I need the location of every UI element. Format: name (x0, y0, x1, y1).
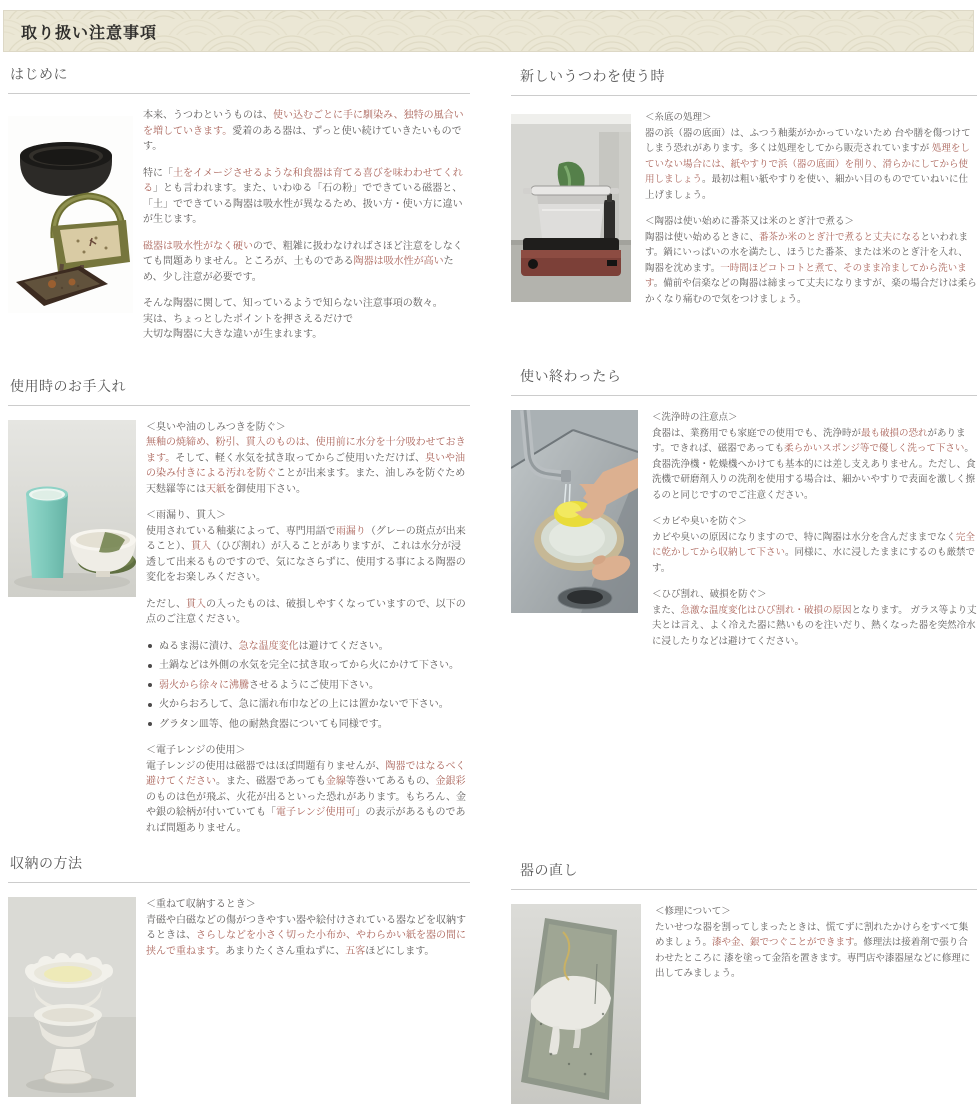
highlighted-text: 金銀彩 (435, 776, 466, 787)
subsection-heading: ＜修理について＞ (655, 906, 731, 917)
page-title: 取り扱い注意事項 (21, 24, 158, 42)
subsection-heading: ＜糸底の処理＞ (645, 112, 712, 123)
text-run: 。修理法は接着剤で張り合わせたところに 漆を塗って金箔を置きます。専門店や漆器屋などに修理に出してみましょう。 (655, 937, 971, 979)
text-run: 電子レンジの使用は磁器ではほぼ問題有りませんが、 (146, 760, 386, 772)
text-run: 実は、ちょっとしたポイントを押さえるだけで (143, 313, 353, 325)
text-run: ぬるま湯に漬け、 (159, 640, 239, 652)
highlighted-text: 陶器ではなるべく避けてください (146, 760, 466, 787)
subsection-heading: ＜臭いや油のしみつきを防ぐ＞ (146, 421, 286, 433)
list-item (146, 639, 470, 655)
text-run: ので、粗雑に扱わなければさほど注意をしなくても問題ありません。ところが、土ものである (143, 240, 463, 267)
paragraph (146, 759, 470, 837)
section-text (652, 410, 977, 660)
section-content (8, 897, 470, 1097)
text-run: のものは色が飛ぶ、火花が出るといった恐れがあります。もちろん、金や銀の絵柄が付いていても「 (146, 791, 466, 818)
section-text (146, 420, 470, 848)
section-text (143, 108, 470, 354)
subsection-heading: ＜カビや臭いを防ぐ＞ (652, 516, 748, 527)
section-content (511, 410, 977, 660)
highlighted-text: 陶器は吸水性が高い (353, 256, 444, 267)
content-columns (0, 52, 977, 1104)
section-new-vessels (511, 66, 977, 318)
subsection-heading: ＜重ねて収納するとき＞ (146, 899, 256, 910)
highlighted-text: 急な温度変化 (238, 640, 299, 652)
text-run: 大切な陶器に大きな違いが生まれます。 (143, 329, 323, 340)
text-run: させるようにご使用下さい。 (249, 679, 379, 691)
highlighted-text: 磁器は吸水性がなく硬い (143, 240, 253, 252)
section-care-during-use (8, 376, 470, 848)
highlighted-text: 一時間ほどコトコトと煮て、そのまま冷ましてから洗います (645, 262, 967, 289)
section-heading: 新しいうつわを使う時 (511, 66, 977, 96)
text-run: カビや臭いの原因になりますので、特に陶器は水分を含んだままでなく (652, 531, 956, 543)
text-run: 」の表示があるものであれば問題ありません。 (146, 807, 466, 834)
highlighted-text: 最も破損の恐れ (861, 427, 928, 439)
pot-stove-photo (511, 114, 631, 302)
column-left (8, 52, 470, 1097)
section-text (655, 904, 977, 1104)
subsection-heading: ＜雨漏り、貫入＞ (146, 510, 226, 521)
text-run: （グレーの斑点が出来ること）、 (146, 525, 466, 552)
column-right (511, 52, 977, 1104)
section-content (511, 110, 977, 318)
text-run: 。備前や信楽などの陶器は締まって丈夫になりますが、楽の場合だけは柔らかくなり痛むので気をつけましょう。 (645, 278, 977, 305)
bullet-list (146, 639, 470, 733)
highlighted-text: 処理をしていない場合には、紙やすりで浜（器の底面）を削り、滑らかにしてから使用しましょう (645, 143, 970, 185)
highlighted-text: 弱火から徐々に沸騰 (159, 679, 249, 691)
text-run: グラタン皿等、他の耐熱食器についても同様です。 (159, 718, 388, 730)
list-item (146, 697, 470, 713)
text-run: 。食器洗浄機・乾燥機へかけても基本的には差し支えありません。ただし、食洗機で研磨剤入りの洗剤を使用する場合は、細かいやすりで表面を激しく擦るのと同じですのでご注意ください。 (652, 443, 976, 501)
subsection-heading: ＜陶器は使い始めに番茶又は米のとぎ汁で煮る＞ (645, 216, 855, 227)
text-run: そんな陶器に関して、知っているようで知らない注意事項の数々。 (143, 298, 443, 309)
section-content (8, 420, 470, 848)
section-heading: はじめに (8, 64, 470, 94)
cups-photo (8, 420, 136, 597)
text-run: 等巻いてあるもの、 (345, 776, 436, 787)
section-heading: 器の直し (511, 860, 977, 890)
text-run: の入ったものは、破損しやすくなっていますので、以下の点のご注意ください。 (146, 598, 466, 625)
paragraph (143, 239, 470, 286)
text-run: 本来、うつわというものは、 (143, 110, 273, 121)
subsection-heading: ＜電子レンジの使用＞ (146, 745, 246, 756)
text-run: ただし、 (146, 598, 186, 610)
sink-wash-photo (511, 410, 638, 613)
text-run: 。あまりたくさん重ねずに、 (215, 945, 346, 957)
highlighted-text: 漆や金、銀でつぐことができます (712, 937, 854, 948)
pottery-set-photo (8, 116, 133, 313)
text-run: 使用されている釉薬によって、専門用語で (146, 525, 336, 537)
text-run: 青磁や白磁などの傷がつきやすい器や絵付けされている器などを収納するときは、 (146, 914, 466, 941)
paragraph (645, 230, 977, 308)
paragraph (143, 166, 470, 228)
section-intro (8, 64, 470, 354)
text-run: 」とも言われます。また、いわゆる「石の粉」でできている磁器と、「土」でできている陶器は吸水性が異なるため、扱い方・使い方に違いが生じます。 (143, 183, 463, 225)
paragraph (652, 426, 977, 504)
paragraph (146, 435, 470, 497)
text-run: そして、軽く水気を拭き取ってからご使用いただけば、 (175, 452, 426, 464)
text-run: を御使用下さい。 (226, 483, 306, 495)
highlighted-text: 貫入 (191, 541, 211, 552)
text-run: といわれます。鍋にいっぱいの水を満たし、ほうじた番茶、または米のとぎ汁を入れ、陶器を沈めます。 (645, 231, 969, 274)
subsection-heading: ＜ひび割れ、破損を防ぐ＞ (652, 589, 767, 600)
paragraph (146, 597, 470, 628)
paragraph (146, 913, 470, 960)
highlighted-text: 天紙 (206, 483, 226, 495)
text-run: 。最初は粗い紙やすりを使い、細かい目のものでていねいに仕上げましょう。 (645, 174, 969, 201)
highlighted-text: 番茶か米のとぎ汁で煮ると丈夫になる (759, 231, 921, 243)
section-heading: 収納の方法 (8, 853, 470, 883)
plate-photo (511, 904, 641, 1104)
text-run: ほどにします。 (365, 945, 435, 957)
section-repair (511, 860, 977, 1104)
stacked-cups-photo (8, 897, 136, 1097)
paragraph (655, 920, 977, 982)
paragraph (143, 108, 470, 155)
section-after-use (511, 366, 977, 660)
text-run: 食器は、業務用でも家庭での使用でも、洗浄時が (652, 427, 862, 439)
highlighted-text: 急激な温度変化はひび割れ・破損の原因 (680, 604, 852, 616)
paragraph (652, 603, 977, 650)
section-text (146, 897, 470, 1097)
section-text (645, 110, 977, 318)
subsection-heading: ＜洗浄時の注意点＞ (652, 412, 738, 423)
text-run: （ひび割れ）が入ることがありますが、これは水分が浸透して出来るものですので、気になさらずに、使用する事による陶器の変化をお楽しみください。 (146, 541, 466, 583)
highlighted-text: 土をイメージさせるような和食器は育てる喜びを味わわせてくれる (143, 167, 463, 194)
text-run: 土鍋などは外側の水気を完全に拭き取ってから火にかけて下さい。 (159, 660, 459, 671)
text-run: 。また、磁器であっても (216, 776, 326, 787)
paragraph (645, 126, 977, 204)
highlighted-text: 使い込むごとに手に馴染み、独特の風合いを増していきます。 (143, 110, 464, 137)
paragraph (143, 296, 470, 343)
section-content (511, 904, 977, 1104)
text-run: 愛着のある器は、ずっと使い続けていきたいものです。 (143, 125, 462, 152)
text-run: 。同様に、水に浸したままにするのも厳禁です。 (652, 547, 976, 574)
text-run: ことが出来ます。また、油しみを防ぐため天麩羅等には (146, 468, 466, 495)
section-storage (8, 853, 470, 1097)
text-run: 陶器は使い始めるときに、 (645, 231, 760, 243)
paragraph (146, 524, 470, 586)
highlighted-text: 貫入 (186, 598, 206, 610)
highlighted-text: 五客 (345, 945, 366, 957)
highlighted-text: 臭いや油の染み付きによる汚れを防ぐ (146, 452, 466, 479)
text-run: 火からおろして、急に濡れ布巾などの上には置かないで下さい。 (159, 699, 449, 710)
highlighted-text: 無釉の焼締め、粉引、貫入のものは、使用前に水分を十分吸わせておきます。 (146, 437, 466, 464)
highlighted-text: 雨漏り (335, 525, 366, 537)
highlighted-text: 柔らかいスポンジ等で優しく洗って下さい (784, 443, 965, 454)
text-run: また、 (652, 604, 681, 616)
highlighted-text: 電子レンジ使用可 (276, 807, 356, 818)
highlighted-text: さらしなどを小さく切った小布か、やわらかい紙を器の間に挟んで重ねます (146, 930, 466, 957)
text-run: たいせつな器を割ってしまったときは、慌てずに割れたかけらをすべて集めましょう。 (655, 921, 969, 948)
list-item (146, 678, 470, 694)
text-run: 特に「 (143, 167, 173, 179)
section-content (8, 108, 470, 354)
text-run: ため、少し注意が必要です。 (143, 256, 454, 283)
text-run: となります。 ガラス等より丈夫とは言え、よく冷えた器に熱いものを注いだり、熱くなった器を突然冷水に浸したりなどは避けてください。 (652, 604, 977, 647)
page-title-banner (3, 10, 974, 52)
text-run: があります。できれば、磁器であっても (652, 427, 966, 454)
highlighted-text: 金線 (325, 776, 346, 787)
paragraph (652, 530, 977, 577)
section-heading: 使い終わったら (511, 366, 977, 396)
highlighted-text: 完全に乾かしてから収納して下さい (652, 531, 975, 558)
section-heading: 使用時のお手入れ (8, 376, 470, 406)
text-run: 器の浜（器の底面）は、ふつう釉薬がかかっていないため 台や膳を傷つけてしまう恐れがあります。多くは処理をしてから販売されていますが (645, 127, 971, 154)
list-item (146, 717, 470, 733)
list-item (146, 658, 470, 674)
text-run: は避けてください。 (298, 640, 389, 652)
